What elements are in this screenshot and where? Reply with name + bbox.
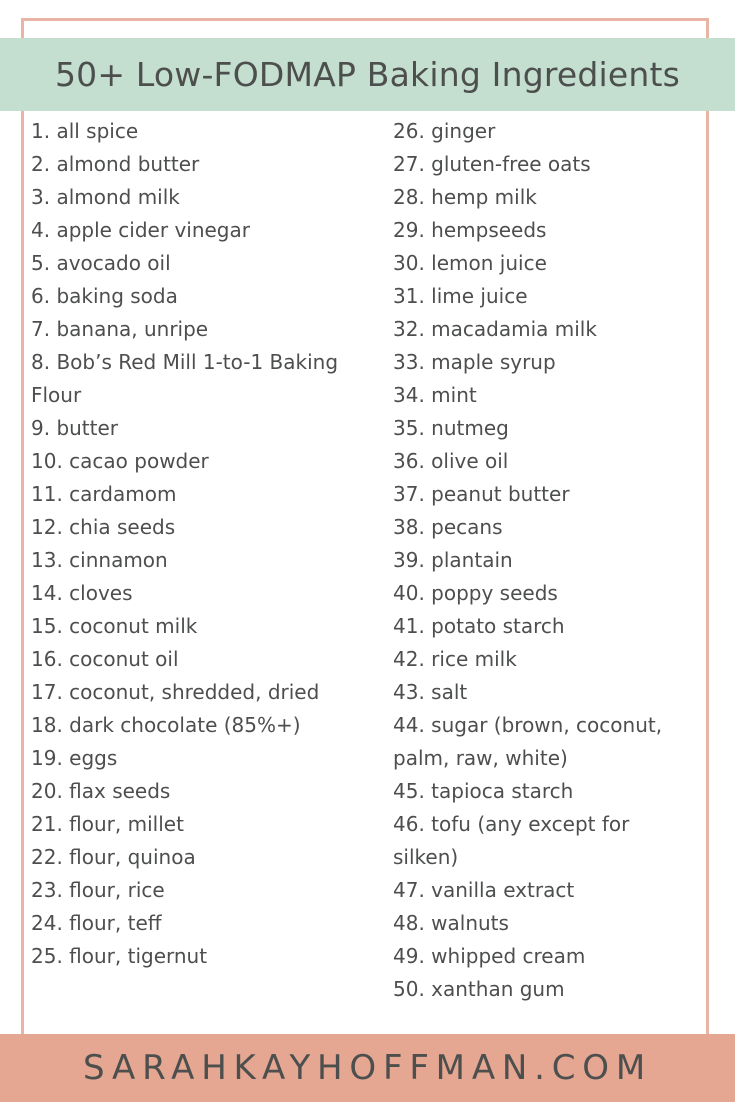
ingredient-item: 18. dark chocolate (85%+) bbox=[31, 713, 301, 737]
ingredient-list-right bbox=[393, 115, 693, 1006]
ingredient-item: 20. flax seeds bbox=[31, 779, 171, 803]
ingredient-item: 15. coconut milk bbox=[31, 614, 198, 638]
ingredient-item: 9. butter bbox=[31, 416, 119, 440]
ingredient-item: 1. all spice bbox=[31, 119, 139, 143]
ingredient-item: 35. nutmeg bbox=[393, 416, 509, 440]
ingredient-item: 42. rice milk bbox=[393, 647, 517, 671]
ingredient-item: 14. cloves bbox=[31, 581, 133, 605]
ingredient-item: 43. salt bbox=[393, 680, 468, 704]
ingredient-item: 19. eggs bbox=[31, 746, 118, 770]
ingredient-item: 33. maple syrup bbox=[393, 350, 556, 374]
ingredient-list-left bbox=[31, 115, 361, 973]
ingredient-item: 17. coconut, shredded, dried bbox=[31, 680, 320, 704]
ingredient-item: 13. cinnamon bbox=[31, 548, 168, 572]
ingredient-item: 2. almond butter bbox=[31, 152, 200, 176]
ingredient-item: 40. poppy seeds bbox=[393, 581, 558, 605]
ingredient-item: 48. walnuts bbox=[393, 911, 509, 935]
ingredient-item: 31. lime juice bbox=[393, 284, 528, 308]
ingredient-item: 38. pecans bbox=[393, 515, 503, 539]
ingredient-item: 46. tofu (any except for silken) bbox=[393, 812, 630, 869]
ingredient-item: 8. Bob’s Red Mill 1-to-1 Baking Flour bbox=[31, 350, 339, 407]
website-url: SARAHKAYHOFFMAN.COM bbox=[83, 1048, 652, 1088]
ingredient-item: 25. flour, tigernut bbox=[31, 944, 208, 968]
ingredient-item: 37. peanut butter bbox=[393, 482, 570, 506]
title-banner bbox=[0, 38, 735, 111]
ingredient-item: 27. gluten-free oats bbox=[393, 152, 591, 176]
ingredient-item: 11. cardamom bbox=[31, 482, 177, 506]
ingredient-item: 12. chia seeds bbox=[31, 515, 176, 539]
ingredient-item: 23. flour, rice bbox=[31, 878, 165, 902]
ingredient-item: 39. plantain bbox=[393, 548, 513, 572]
ingredient-item: 29. hempseeds bbox=[393, 218, 547, 242]
ingredient-item: 21. flour, millet bbox=[31, 812, 184, 836]
ingredient-item: 16. coconut oil bbox=[31, 647, 179, 671]
ingredient-item: 24. flour, teff bbox=[31, 911, 162, 935]
ingredient-item: 41. potato starch bbox=[393, 614, 565, 638]
ingredient-item: 34. mint bbox=[393, 383, 477, 407]
ingredient-item: 10. cacao powder bbox=[31, 449, 209, 473]
ingredient-item: 32. macadamia milk bbox=[393, 317, 597, 341]
ingredient-item: 26. ginger bbox=[393, 119, 496, 143]
ingredient-item: 49. whipped cream bbox=[393, 944, 586, 968]
ingredient-item: 7. banana, unripe bbox=[31, 317, 209, 341]
ingredient-item: 36. olive oil bbox=[393, 449, 509, 473]
ingredient-item: 47. vanilla extract bbox=[393, 878, 575, 902]
ingredient-item: 3. almond milk bbox=[31, 185, 180, 209]
ingredient-item: 44. sugar (brown, coconut, palm, raw, white) bbox=[393, 713, 663, 770]
ingredient-item: 6. baking soda bbox=[31, 284, 178, 308]
ingredient-item: 5. avocado oil bbox=[31, 251, 171, 275]
page-title: 50+ Low-FODMAP Baking Ingredients bbox=[54, 55, 681, 94]
ingredient-item: 22. flour, quinoa bbox=[31, 845, 196, 869]
footer-banner bbox=[0, 1034, 735, 1102]
ingredient-item: 45. tapioca starch bbox=[393, 779, 574, 803]
ingredient-item: 30. lemon juice bbox=[393, 251, 547, 275]
ingredient-item: 28. hemp milk bbox=[393, 185, 537, 209]
ingredient-item: 4. apple cider vinegar bbox=[31, 218, 250, 242]
ingredient-item: 50. xanthan gum bbox=[393, 977, 565, 1001]
